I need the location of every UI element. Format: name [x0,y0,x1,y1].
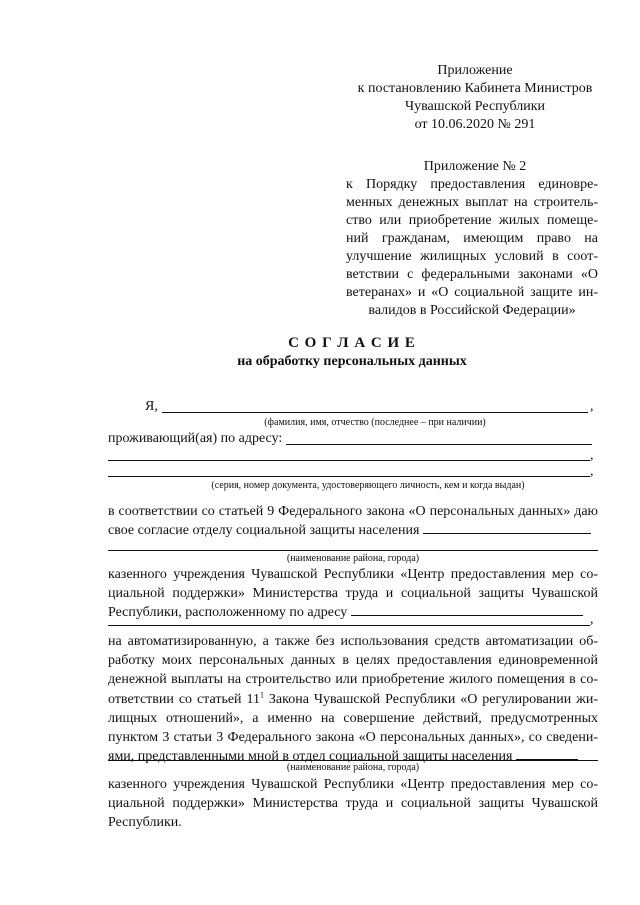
department-field[interactable] [423,521,591,534]
address-field[interactable] [286,444,592,445]
address-field-2[interactable] [108,460,590,461]
paragraph-text: Закона Чувашской Республики «О регулировании жи- [263,691,598,707]
paragraph-consent [108,502,598,540]
header-line: от 10.06.2020 № 291 [414,117,536,132]
paragraph-line: лищных отношений», а именно на совершение действий, предусмотренных [108,710,598,726]
fio-field[interactable] [162,412,588,413]
paragraph-line: циальной поддержки» Министерства труда и социальной защиты Чувашской [108,586,598,602]
paragraph-institution-2 [108,775,598,832]
comma: , [590,464,594,479]
institution-address-field[interactable] [351,603,583,616]
document-caption: (серия, номер документа, удостоверяющего личность, кем и когда выдан) [211,480,525,491]
department-field-3[interactable] [516,747,578,760]
appendix-line: улучшение жилищных условий в соот- [346,249,598,264]
paragraph-line-with-sup [108,690,598,709]
paragraph-line: казенного учреждения Чувашской Республики «Центр предоставления мер со- [108,777,598,792]
appendix-line: валидов в Российской Федерации» [368,303,576,318]
department-field-2[interactable] [108,550,598,551]
paragraph-line: на автоматизированную, а также без использования средств автоматизации об- [108,634,598,649]
paragraph-text: ответствии со статьей 11 [108,691,260,707]
superscript: 1 [259,689,264,699]
department-field-4[interactable] [108,760,598,761]
district-caption: (наименование района, города) [286,762,420,773]
appendix-title: Приложение № 2 [423,159,527,174]
institution-address-field-2[interactable] [108,625,590,626]
comma: , [590,448,594,463]
paragraph-line: в соответствии со статьей 9 Федерального закона «О персональных данных» даю [108,504,598,519]
paragraph-line: пунктом 3 статьи 3 Федерального закона «О персональных данных», со сведени- [108,730,598,746]
appendix-line: менных денежных выплат на строитель- [346,195,598,210]
appendix-line: ний гражданам, имеющим право на [346,231,598,246]
paragraph-line: Республики. [108,815,182,831]
document-subtitle: на обработку персональных данных [237,354,467,369]
appendix-description [346,176,598,320]
paragraph-line: ями, представленными мной в отдел социальной защиты населения [108,749,513,765]
header-line: к постановлению Кабинета Министров [357,81,593,96]
paragraph-line: циальной поддержки» Министерства труда и социальной защиты Чувашской [108,796,598,812]
approval-header [330,62,620,134]
header-line: Приложение [437,63,513,78]
appendix-line: ветеранах» и «О социальной защите ин- [346,285,598,300]
paragraph-line: казенного учреждения Чувашской Республики «Центр предоставления мер со- [108,567,598,582]
comma: , [590,399,594,414]
paragraph-institution [108,565,598,622]
paragraph-line: свое согласие отделу социальной защиты населения [108,523,420,539]
paragraph-line: работку моих персональных данных в целях предоставления единовременной [108,653,598,669]
appendix-line: ветствии с федеральными законами «О [346,267,598,282]
document-title: С О Г Л А С И Е [288,335,416,351]
appendix-line: к Порядку предоставления единовре- [346,177,598,192]
ya-label: Я, [145,399,158,414]
appendix-line: ство или приобретение жилых помеще- [346,213,598,228]
comma: , [590,612,594,627]
document-field[interactable] [108,476,590,477]
address-label: проживающий(ая) по адресу: [108,431,283,446]
paragraph-line: денежной выплаты на строительство или приобретение жилого помещения в со- [108,672,598,688]
district-caption: (наименование района, города) [286,553,420,564]
paragraph-line: Республики, расположенному по адресу [108,605,348,621]
fio-caption: (фамилия, имя, отчество (последнее – при наличии) [264,417,486,428]
paragraph-processing [108,632,598,766]
header-line: Чувашской Республики [404,99,546,114]
